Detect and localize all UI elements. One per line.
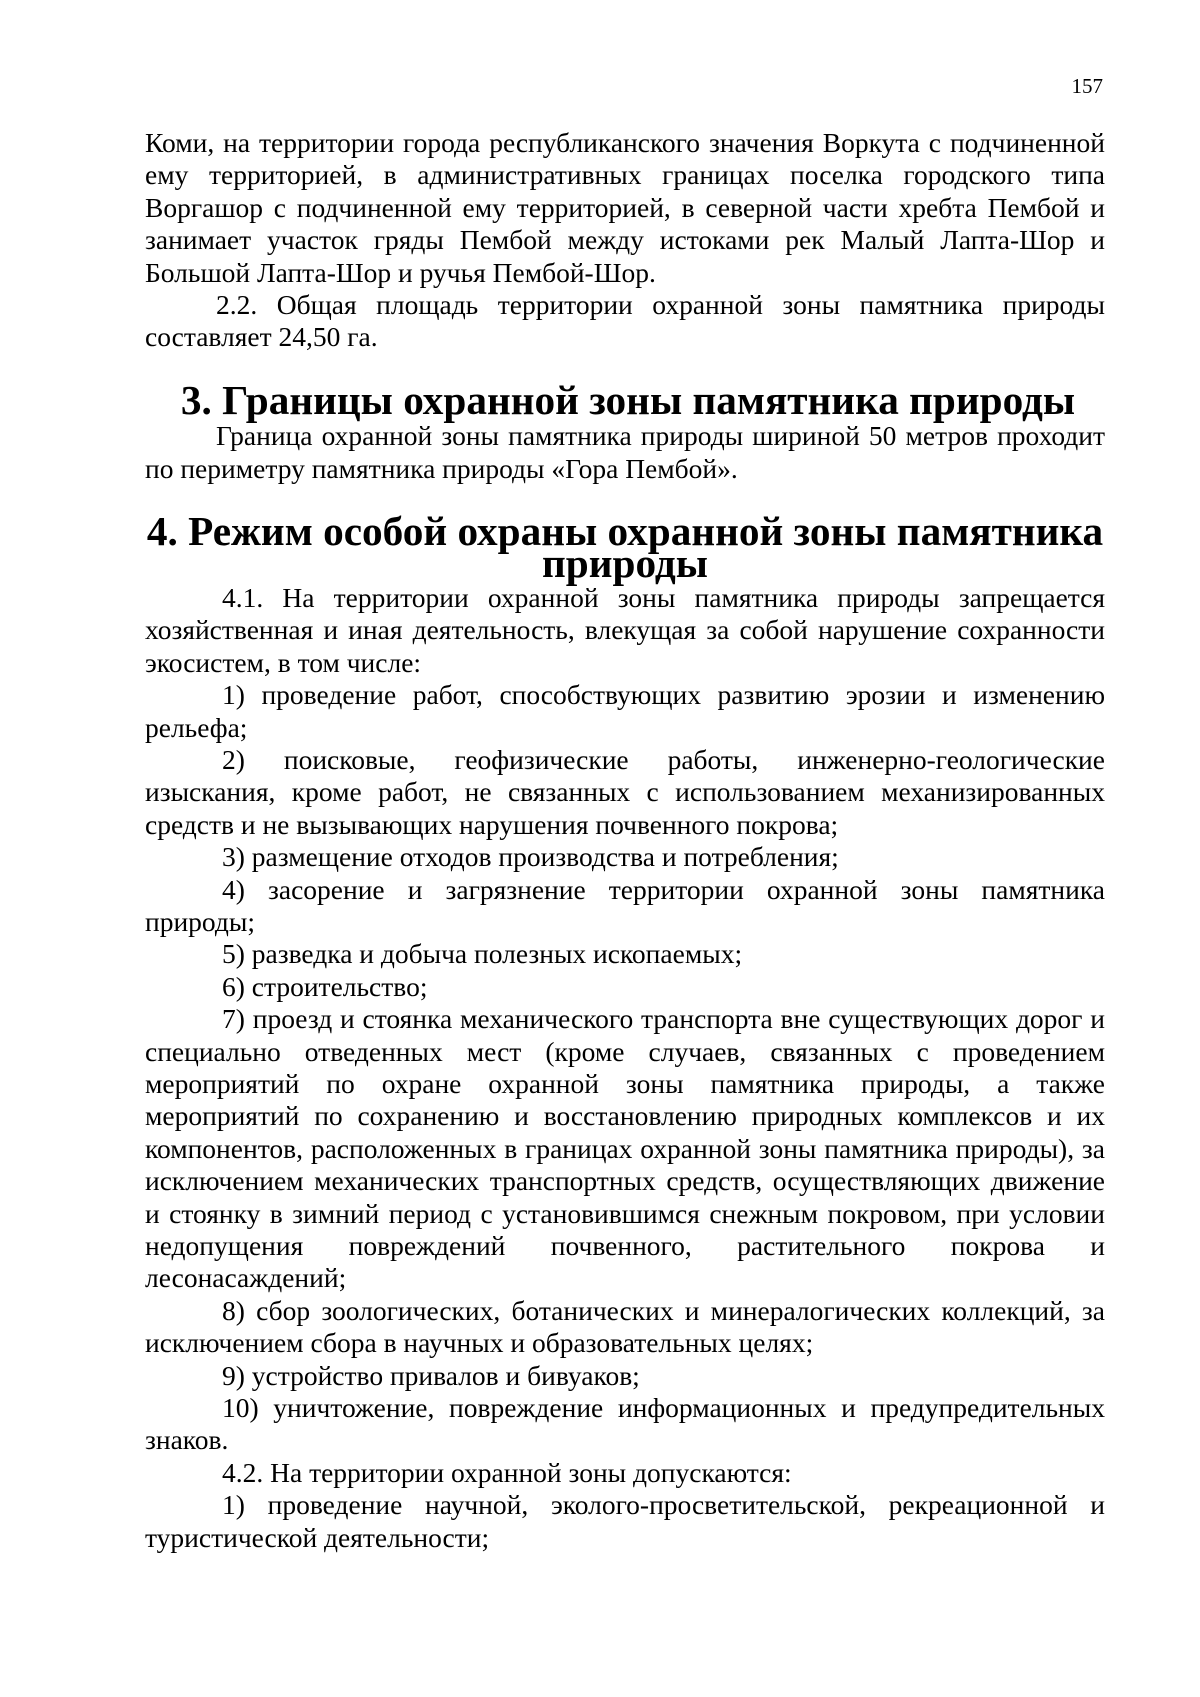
page-number: 157 <box>1071 74 1103 98</box>
clause-4-1: 4.1. На территории охранной зоны памятника природы запрещается хозяйственная и иная деятельность, влекущая за собой нарушение сохранности экосистем, в том числе: <box>145 581 1105 678</box>
list-item: 1) проведение работ, способствующих развитию эрозии и изменению рельефа; <box>145 679 1105 743</box>
list-item: 7) проезд и стоянка механического транспорта вне существующих дорог и специально отведенных мест (кроме случаев, связанных с проведением мероприятий по охране охранной зоны памятника природы, а также мероприятий по сохранению и восстановлению природных комплексов и их компонентов, расположенных в границах охранной зоны памятника природы), за исключением механических транспортных средств, осуществляющих движение и стоянку в зимний период с установившимся снежным покровом, при условии недопущения повреждений почвенного, растительного покрова и лесонасаждений; <box>145 1003 1105 1294</box>
list-item: 9) устройство привалов и бивуаков; <box>222 1359 640 1391</box>
clause-4-2: 4.2. На территории охранной зоны допускаются: <box>222 1456 792 1488</box>
list-item: 5) разведка и добыча полезных ископаемых; <box>222 938 743 970</box>
section-3-paragraph: Граница охранной зоны памятника природы шириной 50 метров проходит по периметру памятника природы «Гора Пембой». <box>145 420 1105 484</box>
list-item: 8) сбор зоологических, ботанических и минералогических коллекций, за исключением сбора в научных и образовательных целях; <box>145 1294 1105 1359</box>
list-item: 4) засорение и загрязнение территории охранной зоны памятника природы; <box>145 873 1105 937</box>
document-body <box>145 127 1105 1554</box>
list-item: 2) поисковые, геофизические работы, инженерно-геологические изыскания, кроме работ, не связанных с использованием механизированных средств и не вызывающих нарушения почвенного покрова; <box>145 743 1105 840</box>
list-item: 6) строительство; <box>222 970 428 1002</box>
list-item: 10) уничтожение, повреждение информационных и предупредительных знаков. <box>145 1392 1105 1456</box>
intro-paragraph: Коми, на территории города республиканского значения Воркута с подчиненной ему территорией, в административных границах поселка городского типа Воргашор с подчиненной ему территорией, в северной части хребта Пембой и занимает участок гряды Пембой между истоками рек Малый Лапта-Шор и Большой Лапта-Шор и ручья Пембой-Шор. <box>145 127 1105 288</box>
list-item: 1) проведение научной, эколого-просветительской, рекреационной и туристической деятельности; <box>145 1489 1105 1553</box>
section-4-heading: 4. Режим особой охраны охранной зоны памятника природы <box>146 508 1104 587</box>
clause-2-2: 2.2. Общая площадь территории охранной зоны памятника природы составляет 24,50 га. <box>145 289 1105 353</box>
list-item: 3) размещение отходов производства и потребления; <box>222 841 839 873</box>
section-3-heading: 3. Границы охранной зоны памятника природы <box>180 376 1076 423</box>
